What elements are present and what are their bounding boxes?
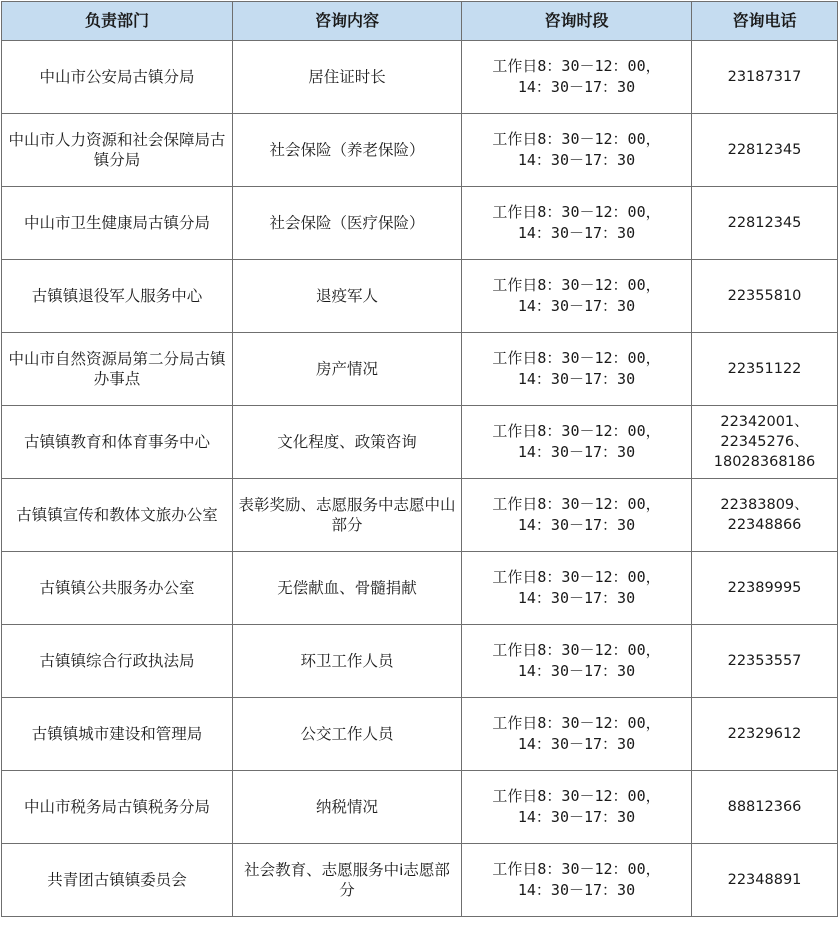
header-hours: 咨询时段 (462, 2, 692, 41)
phone-cell (692, 552, 838, 625)
table-row (2, 333, 838, 406)
table-row (2, 187, 838, 260)
hours-text: 工作日8：30－12：00， 14：30－17：30 (492, 860, 661, 899)
phone-cell (692, 479, 838, 552)
department-cell: 古镇镇综合行政执法局 (2, 625, 233, 698)
content-cell: 房产情况 (233, 333, 462, 406)
header-row (2, 2, 838, 41)
phone-text: 22329612 (727, 726, 802, 742)
table-row (2, 844, 838, 917)
hours-text: 工作日8：30－12：00， 14：30－17：30 (492, 130, 661, 169)
hours-cell (462, 406, 692, 479)
hours-cell (462, 479, 692, 552)
table-row (2, 771, 838, 844)
table-row (2, 698, 838, 771)
hours-text: 工作日8：30－12：00， 14：30－17：30 (492, 568, 661, 607)
phone-text: 22355810 (727, 288, 802, 304)
phone-text: 22353557 (727, 653, 802, 669)
department-cell: 古镇镇公共服务办公室 (2, 552, 233, 625)
table-row (2, 625, 838, 698)
consultation-table (1, 1, 838, 917)
department-cell: 古镇镇城市建设和管理局 (2, 698, 233, 771)
header-phone: 咨询电话 (692, 2, 838, 41)
department-cell: 中山市人力资源和社会保障局古镇分局 (2, 114, 233, 187)
hours-cell (462, 41, 692, 114)
phone-text: 22389995 (727, 580, 802, 596)
hours-cell (462, 187, 692, 260)
content-cell: 环卫工作人员 (233, 625, 462, 698)
phone-cell (692, 406, 838, 479)
phone-cell (692, 698, 838, 771)
content-cell: 社会教育、志愿服务中i志愿部分 (233, 844, 462, 917)
phone-text: 22342001、 22345276、 18028368186 (713, 414, 816, 470)
phone-text: 22383809、 22348866 (720, 497, 809, 533)
phone-text: 22812345 (727, 215, 802, 231)
content-cell: 纳税情况 (233, 771, 462, 844)
department-cell: 共青团古镇镇委员会 (2, 844, 233, 917)
hours-cell (462, 844, 692, 917)
department-cell: 中山市卫生健康局古镇分局 (2, 187, 233, 260)
hours-cell (462, 333, 692, 406)
department-cell: 古镇镇教育和体育事务中心 (2, 406, 233, 479)
hours-text: 工作日8：30－12：00， 14：30－17：30 (492, 422, 661, 461)
department-cell: 古镇镇宣传和教体文旅办公室 (2, 479, 233, 552)
phone-text: 22348891 (727, 872, 802, 888)
table-row (2, 260, 838, 333)
table-row (2, 552, 838, 625)
hours-cell (462, 698, 692, 771)
phone-cell (692, 771, 838, 844)
table-body (2, 41, 838, 917)
content-cell: 社会保险（医疗保险） (233, 187, 462, 260)
table-row (2, 41, 838, 114)
hours-text: 工作日8：30－12：00， 14：30－17：30 (492, 714, 661, 753)
phone-text: 22351122 (727, 361, 802, 377)
phone-cell (692, 260, 838, 333)
hours-cell (462, 260, 692, 333)
content-cell: 退疫军人 (233, 260, 462, 333)
table-row (2, 114, 838, 187)
phone-text: 88812366 (727, 799, 802, 815)
hours-cell (462, 625, 692, 698)
phone-text: 22812345 (727, 142, 802, 158)
phone-cell (692, 844, 838, 917)
phone-cell (692, 333, 838, 406)
hours-text: 工作日8：30－12：00， 14：30－17：30 (492, 276, 661, 315)
table-row (2, 479, 838, 552)
hours-text: 工作日8：30－12：00， 14：30－17：30 (492, 641, 661, 680)
table-header (2, 2, 838, 41)
hours-text: 工作日8：30－12：00， 14：30－17：30 (492, 787, 661, 826)
phone-cell (692, 625, 838, 698)
hours-text: 工作日8：30－12：00， 14：30－17：30 (492, 495, 661, 534)
department-cell: 中山市税务局古镇税务分局 (2, 771, 233, 844)
department-cell: 中山市自然资源局第二分局古镇办事点 (2, 333, 233, 406)
department-cell: 中山市公安局古镇分局 (2, 41, 233, 114)
content-cell: 居住证时长 (233, 41, 462, 114)
department-cell: 古镇镇退役军人服务中心 (2, 260, 233, 333)
content-cell: 社会保险（养老保险） (233, 114, 462, 187)
header-content: 咨询内容 (233, 2, 462, 41)
content-cell: 无偿献血、骨髓捐献 (233, 552, 462, 625)
hours-cell (462, 771, 692, 844)
hours-cell (462, 552, 692, 625)
hours-text: 工作日8：30－12：00， 14：30－17：30 (492, 203, 661, 242)
hours-text: 工作日8：30－12：00， 14：30－17：30 (492, 57, 661, 96)
header-department: 负责部门 (2, 2, 233, 41)
hours-cell (462, 114, 692, 187)
table-row (2, 406, 838, 479)
content-cell: 文化程度、政策咨询 (233, 406, 462, 479)
phone-text: 23187317 (727, 69, 802, 85)
phone-cell (692, 114, 838, 187)
content-cell: 公交工作人员 (233, 698, 462, 771)
phone-cell (692, 41, 838, 114)
content-cell: 表彰奖励、志愿服务中志愿中山部分 (233, 479, 462, 552)
phone-cell (692, 187, 838, 260)
hours-text: 工作日8：30－12：00， 14：30－17：30 (492, 349, 661, 388)
